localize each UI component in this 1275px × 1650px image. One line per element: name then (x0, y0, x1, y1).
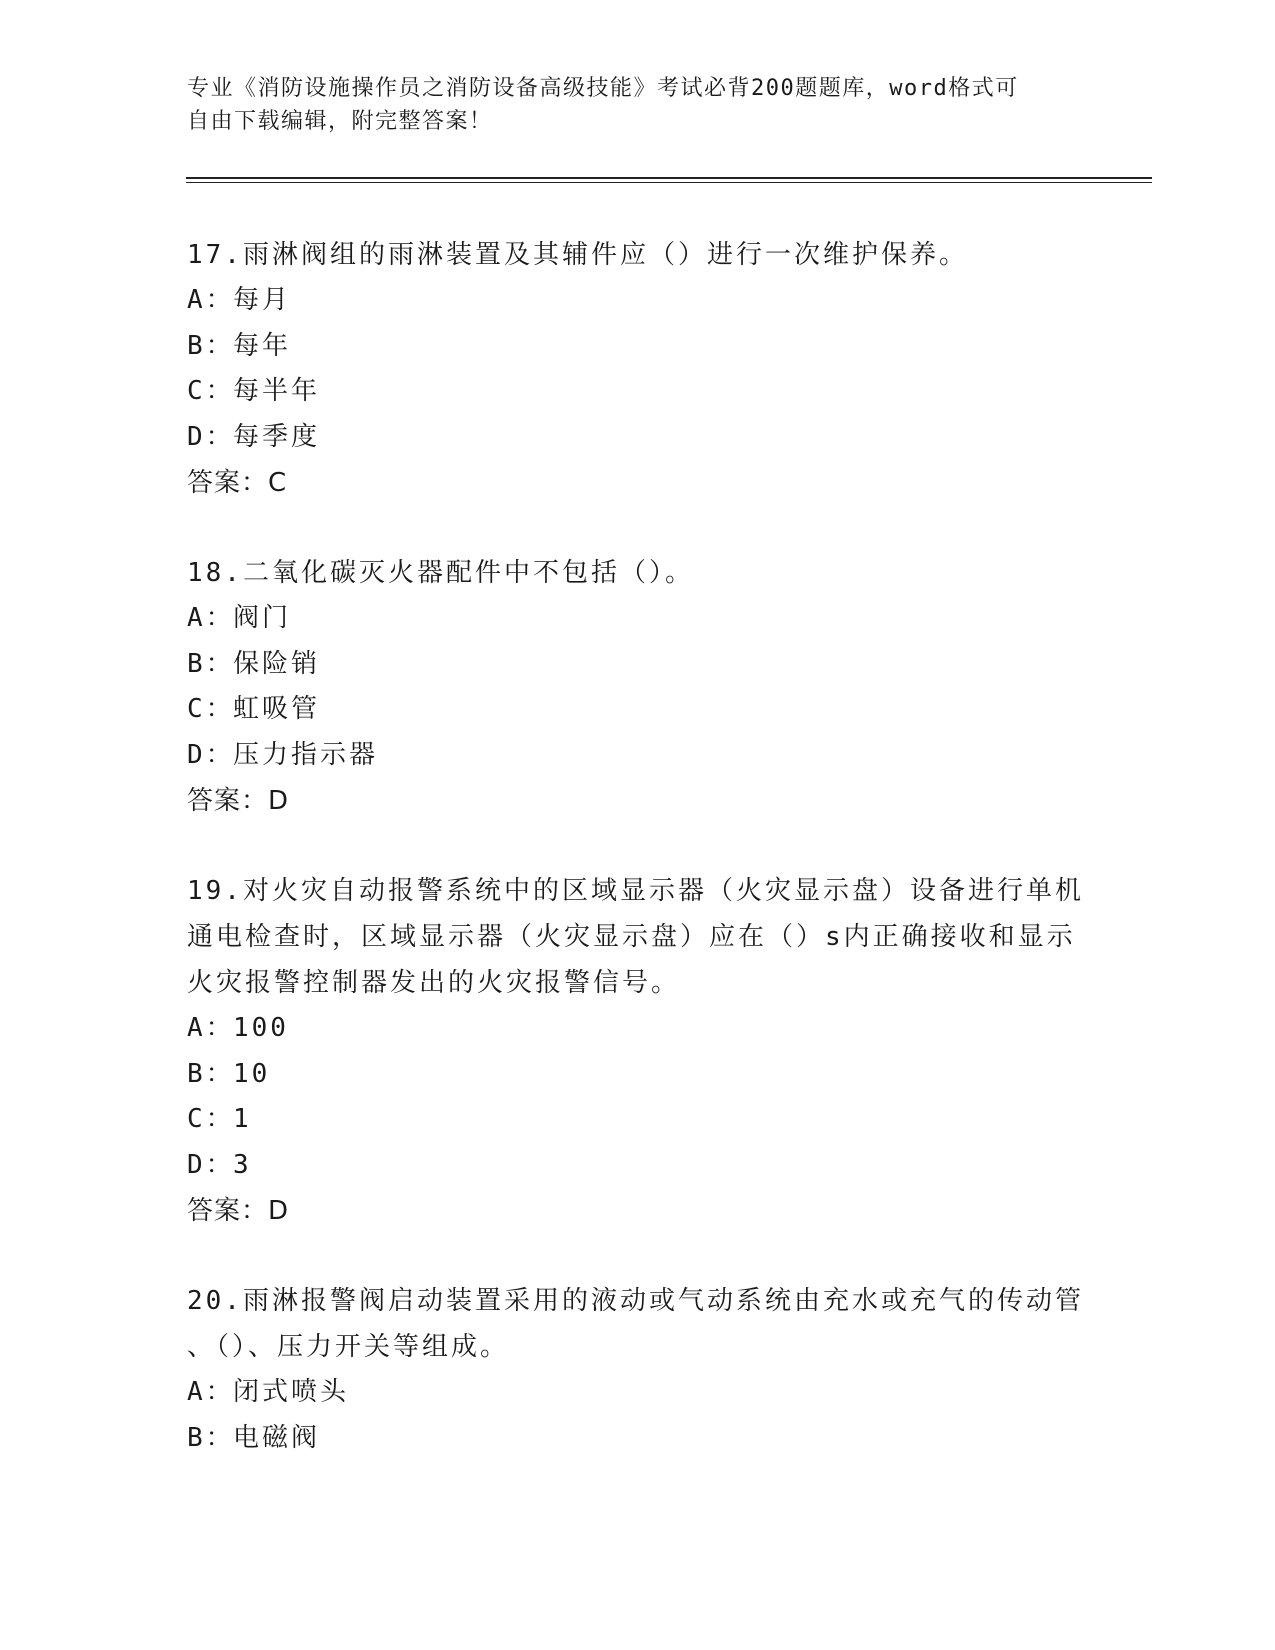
option-c (187, 1097, 1087, 1143)
option-key: B： (187, 1422, 235, 1453)
answer-label: 答案：D (187, 1196, 290, 1226)
question-stem-line: 20.雨淋报警阀启动装置采用的液动或气动系统由充水或充气的传动管 (187, 1286, 1084, 1316)
option-key: A： (187, 285, 235, 315)
option-text: 100 (233, 1013, 289, 1043)
header-line-2: 自由下载编辑，附完整答案！ (187, 109, 493, 134)
option-key: B： (187, 330, 235, 361)
option-text: 1 (233, 1104, 252, 1134)
question-stem-line: 19.对火灾自动报警系统中的区域显示器（火灾显示盘）设备进行单机 (187, 876, 1084, 906)
option-text: 每半年 (233, 376, 321, 406)
question-stem-line: 、（）、压力开关等组成。 (187, 1332, 510, 1362)
option-a (187, 596, 1087, 642)
header-line-1: 专业《消防设施操作员之消防设备高级技能》考试必背200题题库，word格式可 (187, 76, 1019, 101)
option-text: 压力指示器 (233, 739, 379, 770)
option-text: 阀门 (233, 603, 292, 633)
option-key: D： (187, 1149, 235, 1180)
option-a (187, 1370, 1087, 1416)
question-stem-line: 通电检查时，区域显示器（火灾显示盘）应在（）s内正确接收和显示 (187, 922, 1076, 952)
option-b (187, 1052, 1087, 1098)
option-a (187, 1006, 1087, 1052)
header-rule-thick (186, 177, 1152, 179)
option-key: C： (187, 1104, 235, 1134)
option-key: A： (187, 603, 235, 633)
option-key: A： (187, 1377, 235, 1407)
question-18 (187, 550, 1087, 824)
option-key: C： (187, 694, 235, 724)
option-text: 10 (233, 1058, 271, 1089)
option-key: D： (187, 739, 235, 770)
option-c (187, 369, 1087, 415)
option-key: B： (187, 1058, 235, 1089)
option-c (187, 687, 1087, 733)
option-text: 闭式喷头 (233, 1377, 350, 1407)
answer-label: 答案：D (187, 786, 290, 816)
option-d (187, 415, 1087, 461)
option-text: 虹吸管 (233, 694, 321, 724)
question-stem-line: 火灾报警控制器发出的火灾报警信号。 (187, 968, 681, 998)
option-b (187, 1416, 1087, 1462)
document-header (187, 72, 1087, 138)
option-text: 电磁阀 (233, 1422, 321, 1453)
question-17 (187, 232, 1087, 506)
option-d (187, 733, 1087, 779)
question-list (187, 232, 1087, 1505)
question-19 (187, 868, 1087, 1234)
option-text: 保险销 (233, 648, 321, 679)
option-text: 3 (233, 1149, 252, 1180)
option-b (187, 324, 1087, 370)
option-key: C： (187, 376, 235, 406)
question-20 (187, 1278, 1087, 1461)
answer-label: 答案：C (187, 468, 288, 498)
option-key: A： (187, 1013, 235, 1043)
option-text: 每季度 (233, 421, 321, 452)
question-stem: 17.雨淋阀组的雨淋装置及其辅件应（）进行一次维护保养。 (187, 240, 968, 270)
option-a (187, 278, 1087, 324)
option-b (187, 642, 1087, 688)
option-d (187, 1143, 1087, 1189)
question-stem: 18.二氧化碳灭火器配件中不包括（）。 (187, 558, 694, 588)
option-key: B： (187, 648, 235, 679)
option-text: 每月 (233, 285, 292, 315)
option-key: D： (187, 421, 235, 452)
header-rule-thin (186, 182, 1152, 183)
option-text: 每年 (233, 330, 292, 361)
